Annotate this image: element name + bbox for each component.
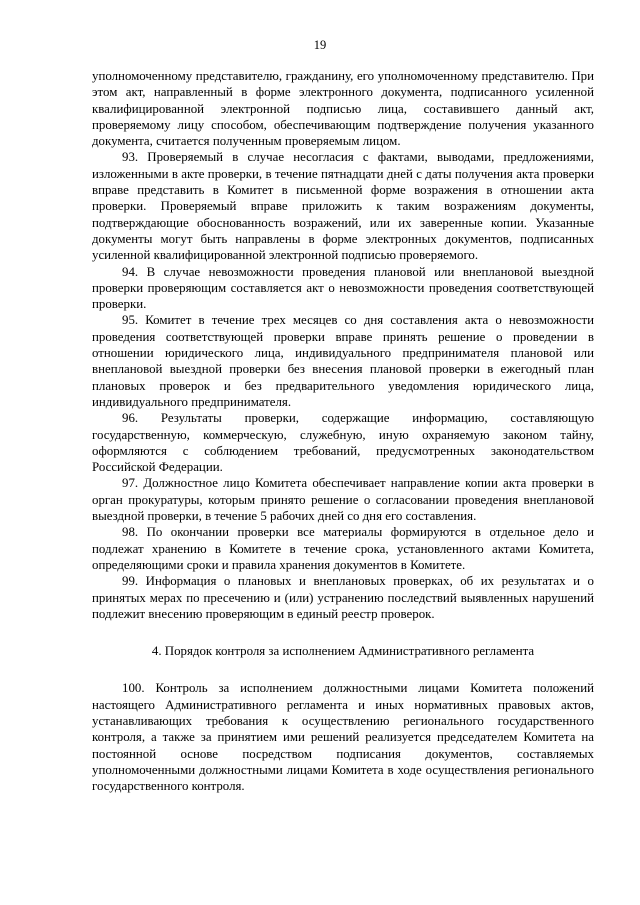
paragraph-94: 94. В случае невозможности проведения плановой или внеплановой выездной проверки проверяющим составляется акт о невозможности проведения соответствующей проверки.: [92, 264, 594, 312]
paragraph-96: 96. Результаты проверки, содержащие информацию, составляющую государственную, коммерческую, служебную, иную охраняемую законом тайну, оформляются с соблюдением требований, предусмотренных законодательством Российской Федерации.: [92, 411, 594, 475]
document-body: [92, 68, 594, 794]
paragraph-continuation: уполномоченному представителю, гражданину, его уполномоченному представителю. При этом акт, направленный в форме электронного документа, подписанного усиленной квалифицированной электронной подписью лица, составившего данный акт, проверяемому лицу способом, обеспечивающим подтверждение получения указанного документа, считается полученным проверяемым лицом.: [92, 69, 594, 149]
paragraph-93: 93. Проверяемый в случае несогласия с фактами, выводами, предложениями, изложенными в акте проверки, в течение пятнадцати дней с даты получения акта проверки вправе представить в Комитет в письменной форме возражения в отношении акта проверки. Проверяемый вправе приложить к таким возражениям документы, подтверждающие обоснованность возражений, или их заверенные копии. Указанные документы могут быть направлены в форме электронных документов, подписанных усиленной квалифицированной электронной подписью проверяемого.: [92, 150, 594, 263]
paragraph-95: 95. Комитет в течение трех месяцев со дня составления акта о невозможности проведения соответствующей проверки вправе принять решение о проведении в отношении юридического лица, индивидуального предпринимателя плановой или внеплановой выездной проверки без внесения плановой проверки в ежегодный план плановых проверок и без предварительного уведомления юридического лица, индивидуального предпринимателя.: [92, 313, 594, 409]
paragraph-98: 98. По окончании проверки все материалы формируются в отдельное дело и подлежат хранению в Комитете в течение срока, установленного актами Комитета, определяющими сроки и правила хранения документов в Комитете.: [92, 525, 594, 572]
paragraph-97: 97. Должностное лицо Комитета обеспечивает направление копии акта проверки в орган прокуратуры, которым принято решение о согласовании проведения внеплановой выездной проверки, в течение 5 рабочих дней со дня его составления.: [92, 476, 594, 524]
paragraph-99: 99. Информация о плановых и внеплановых проверках, об их результатах и о принятых мерах по пресечению и (или) устранению последствий выявленных нарушений подлежит внесению проверяющим в единый реестр проверок.: [92, 574, 594, 621]
section-heading: 4. Порядок контроля за исполнением Административного регламента: [151, 644, 535, 659]
page-number: 19: [313, 38, 327, 52]
paragraph-100: 100. Контроль за исполнением должностными лицами Комитета положений настоящего Административного регламента и иных нормативных правовых актов, устанавливающих требования к осуществлению регионального государственного контроля, а также за принятием ими решений реализуется председателем Комитета на постоянной основе посредством подписания документов, составляемых уполномоченными должностными лицами Комитета в ходе осуществления регионального государственного контроля.: [92, 681, 594, 794]
